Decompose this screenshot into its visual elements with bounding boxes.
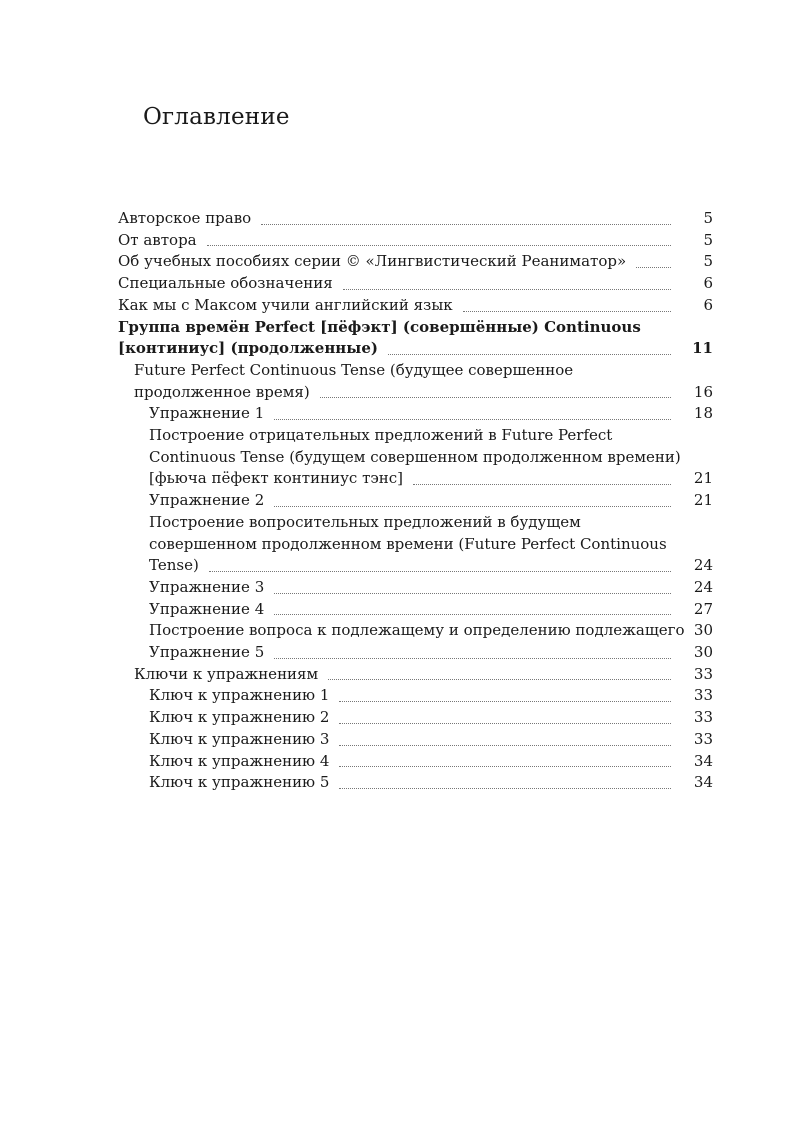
toc-entry-text: Continuous Tense (будущем совершенном продолженном времени): [149, 447, 681, 466]
dot-leader: [339, 788, 671, 789]
toc-page-number: 27: [693, 599, 713, 618]
toc-entry-title: [134, 664, 681, 686]
toc-entry-text: Ключ к упражнению 2: [149, 708, 330, 727]
toc-entry-text: Future Perfect Continuous Tense (будущее совершенное: [134, 360, 574, 379]
toc-entry-title: [149, 729, 681, 751]
toc-entry[interactable]: [118, 425, 713, 490]
dot-leader: [339, 723, 671, 724]
toc-entry-title: [149, 620, 685, 642]
toc-entry-text: Построение вопроса к подлежащему и определению подлежащего: [149, 621, 685, 640]
toc-entry-title: [149, 577, 681, 599]
toc-entry-text: [континиус] (продолженные): [118, 339, 378, 358]
toc-page-number: 21: [693, 491, 713, 510]
toc-page-number: 34: [693, 773, 713, 792]
dot-leader: [274, 419, 671, 420]
toc-entry[interactable]: [118, 317, 713, 360]
toc-entry[interactable]: [118, 230, 713, 252]
dot-leader: [274, 658, 671, 659]
toc-page-number: 5: [703, 230, 713, 249]
toc-entry-title: [149, 512, 681, 577]
toc-entry-text: От автора: [118, 230, 197, 249]
dot-leader: [339, 766, 671, 767]
toc-page-number: 16: [693, 382, 713, 401]
toc-entry-text: Упражнение 5: [149, 643, 265, 662]
toc-entry-text: [фьюча пёфект континиус тэнс]: [149, 469, 404, 488]
page-title: Оглавление: [143, 104, 290, 130]
dot-leader: [207, 245, 671, 246]
toc-page-number: 33: [693, 686, 713, 705]
toc-page-number: 5: [703, 252, 713, 271]
toc-entry-text: продолженное время): [134, 382, 310, 401]
dot-leader: [261, 224, 671, 225]
toc-entry-title: [149, 599, 681, 621]
dot-leader: [413, 484, 671, 485]
toc-entry[interactable]: [118, 273, 713, 295]
toc-page-number: 18: [693, 404, 713, 423]
toc-entry-text: Упражнение 1: [149, 404, 265, 423]
toc-page-number: 6: [703, 295, 713, 314]
dot-leader: [274, 593, 671, 594]
toc-entry-title: [118, 208, 681, 230]
toc-entry-text: Как мы с Максом учили английский язык: [118, 295, 453, 314]
toc-entry-text: Упражнение 4: [149, 599, 265, 618]
toc-entry-title: [118, 273, 681, 295]
toc-page-number: 33: [693, 708, 713, 727]
dot-leader: [636, 267, 671, 268]
toc-entry-text: совершенном продолженном времени (Future Perfect Continuous: [149, 534, 667, 553]
toc-entry-text: Ключ к упражнению 3: [149, 729, 330, 748]
toc-entry-text: Построение отрицательных предложений в Future Perfect: [149, 426, 613, 445]
toc-entry-text: Ключ к упражнению 1: [149, 686, 330, 705]
dot-leader: [274, 614, 671, 615]
toc-entry-text: Ключ к упражнению 4: [149, 751, 330, 770]
toc-entry[interactable]: [118, 685, 713, 707]
toc-entry[interactable]: [118, 251, 713, 273]
toc-entry-title: [149, 772, 681, 794]
toc-entry-title: [149, 685, 681, 707]
toc-entry-text: Tense): [149, 556, 199, 575]
dot-leader: [328, 679, 671, 680]
toc-entry-text: Ключи к упражнениям: [134, 664, 319, 683]
toc-entry[interactable]: [118, 295, 713, 317]
toc-entry-title: [118, 251, 681, 273]
toc-entry[interactable]: [118, 360, 713, 403]
toc-entry-title: [149, 425, 681, 490]
dot-leader: [463, 311, 671, 312]
toc-page-number: 30: [693, 621, 713, 640]
toc-entry-title: [149, 403, 681, 425]
toc-entry[interactable]: [118, 642, 713, 664]
toc-entry[interactable]: [118, 620, 713, 642]
dot-leader: [320, 397, 671, 398]
toc-page-number: 33: [693, 729, 713, 748]
toc-page-number: 24: [693, 577, 713, 596]
toc-entry-text: Построение вопросительных предложений в будущем: [149, 512, 581, 531]
dot-leader: [274, 506, 671, 507]
toc-page-number: 33: [693, 664, 713, 683]
toc-entry-text: Упражнение 3: [149, 577, 265, 596]
toc-page-number: 34: [693, 751, 713, 770]
toc-entry-title: [149, 751, 681, 773]
toc-entry-title: [149, 707, 681, 729]
toc-entry[interactable]: [118, 577, 713, 599]
toc-entry-title: [149, 642, 681, 664]
toc-entry[interactable]: [118, 751, 713, 773]
toc-page-number: 6: [703, 274, 713, 293]
dot-leader: [343, 289, 671, 290]
toc-entry[interactable]: [118, 772, 713, 794]
toc-entry[interactable]: [118, 208, 713, 230]
toc-entry[interactable]: [118, 599, 713, 621]
toc-page-number: 30: [693, 643, 713, 662]
toc-page-number: 21: [693, 469, 713, 488]
toc-page-number: 5: [703, 209, 713, 227]
toc-entry-text: Специальные обозначения: [118, 274, 333, 293]
toc-entry-text: Упражнение 2: [149, 491, 265, 510]
dot-leader: [339, 701, 671, 702]
toc-entry-title: [118, 230, 681, 252]
toc-entry-text: Авторское право: [118, 209, 252, 227]
toc-entry[interactable]: [118, 490, 713, 512]
toc-entry-title: [118, 295, 681, 317]
toc-entry[interactable]: [118, 664, 713, 686]
toc-entry[interactable]: [118, 729, 713, 751]
toc-entry-text: Группа времён Perfect [пёфэкт] (совершённые) Continuous: [118, 317, 641, 336]
toc-entry-title: [134, 360, 681, 403]
toc-entry-text: Об учебных пособиях серии © «Лингвистический Реаниматор»: [118, 252, 627, 271]
table-of-contents: [118, 208, 713, 794]
dot-leader: [209, 571, 671, 572]
dot-leader: [339, 745, 671, 746]
toc-entry-text: Ключ к упражнению 5: [149, 773, 330, 792]
toc-entry[interactable]: [118, 512, 713, 577]
toc-entry[interactable]: [118, 707, 713, 729]
toc-page-number: 24: [693, 556, 713, 575]
toc-entry-title: [118, 317, 681, 360]
toc-page-number: 11: [692, 339, 713, 358]
toc-entry-title: [149, 490, 681, 512]
toc-entry[interactable]: [118, 403, 713, 425]
dot-leader: [388, 354, 671, 355]
